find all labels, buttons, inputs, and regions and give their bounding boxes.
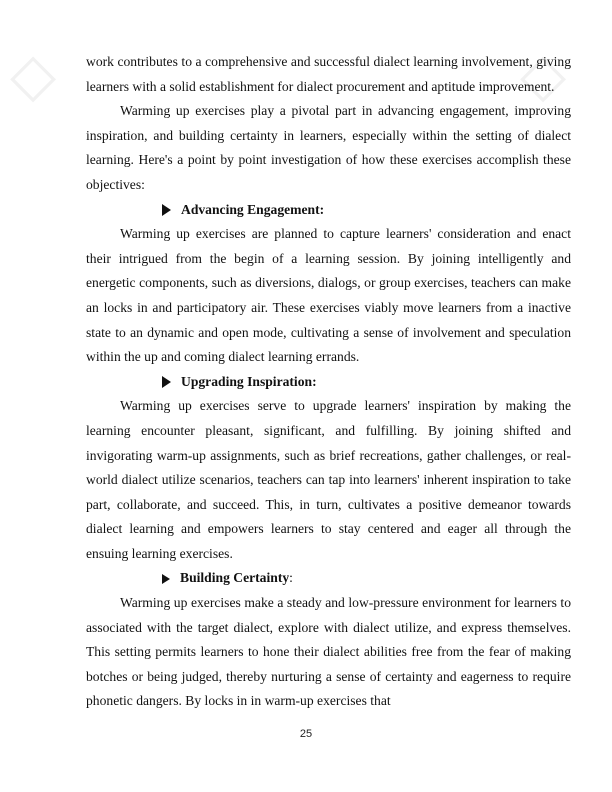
arrowhead-bullet-icon (162, 574, 170, 584)
document-page (86, 50, 571, 714)
arrowhead-bullet-icon (162, 376, 171, 388)
section-heading-text: Upgrading Inspiration: (181, 373, 317, 389)
section-heading-text: Building Certainty (180, 570, 290, 586)
section-heading (86, 370, 571, 395)
section-heading (86, 566, 571, 591)
section-heading-text: Advancing Engagement: (181, 201, 325, 217)
watermark-shape: ◇ (520, 40, 567, 110)
section-heading (86, 198, 571, 223)
paragraph: work contributes to a comprehensive and successful dialect learning involvement, giving learners with a solid establishment for dialect procurement and aptitude improvement. (86, 54, 571, 94)
arrowhead-bullet-icon (162, 204, 171, 216)
watermark-shape: ◇ (10, 40, 57, 110)
paragraph: Warming up exercises make a steady and low-pressure environment for learners to associated with the target dialect, explore with dialect utilize, and express themselves. This setting permits learners to hone their dialect abilities free from the fear of making botches or being judged, thereby nurturing a sense of certainty and eagerness to require phonetic dangers. By locks in in warm-up exercises that (86, 595, 571, 709)
paragraph: Warming up exercises play a pivotal part in advancing engagement, improving inspiration, and building certainty in learners, especially within the setting of dialect learning. Here's a point by point investigation of how these exercises accomplish these objectives: (86, 103, 571, 192)
paragraph: Warming up exercises are planned to capture learners' consideration and enact their intrigued from the begin of a learning session. By joining intelligently and energetic components, such as diversions, dialogs, or group exercises, teachers can make an locks in and participatory air. These exercises viably move learners from a inactive state to an dynamic and open mode, cultivating a sense of involvement and speculation within the up and coming dialect learning errands. (86, 226, 571, 365)
heading-suffix: : (289, 570, 293, 586)
page-number: 25 (299, 728, 313, 740)
paragraph: Warming up exercises serve to upgrade learners' inspiration by making the learning encounter pleasant, significant, and fulfilling. By joining shifted and invigorating warm-up assignments, such as brief recreations, gather challenges, or real-world dialect utilize scenarios, teachers can tap into learners' inherent inspiration to take part, collaborate, and succeed. This, in turn, cultivates a positive demeanor towards dialect learning and empowers learners to stay centered and eager all through the ensuing learning exercises. (86, 398, 571, 561)
